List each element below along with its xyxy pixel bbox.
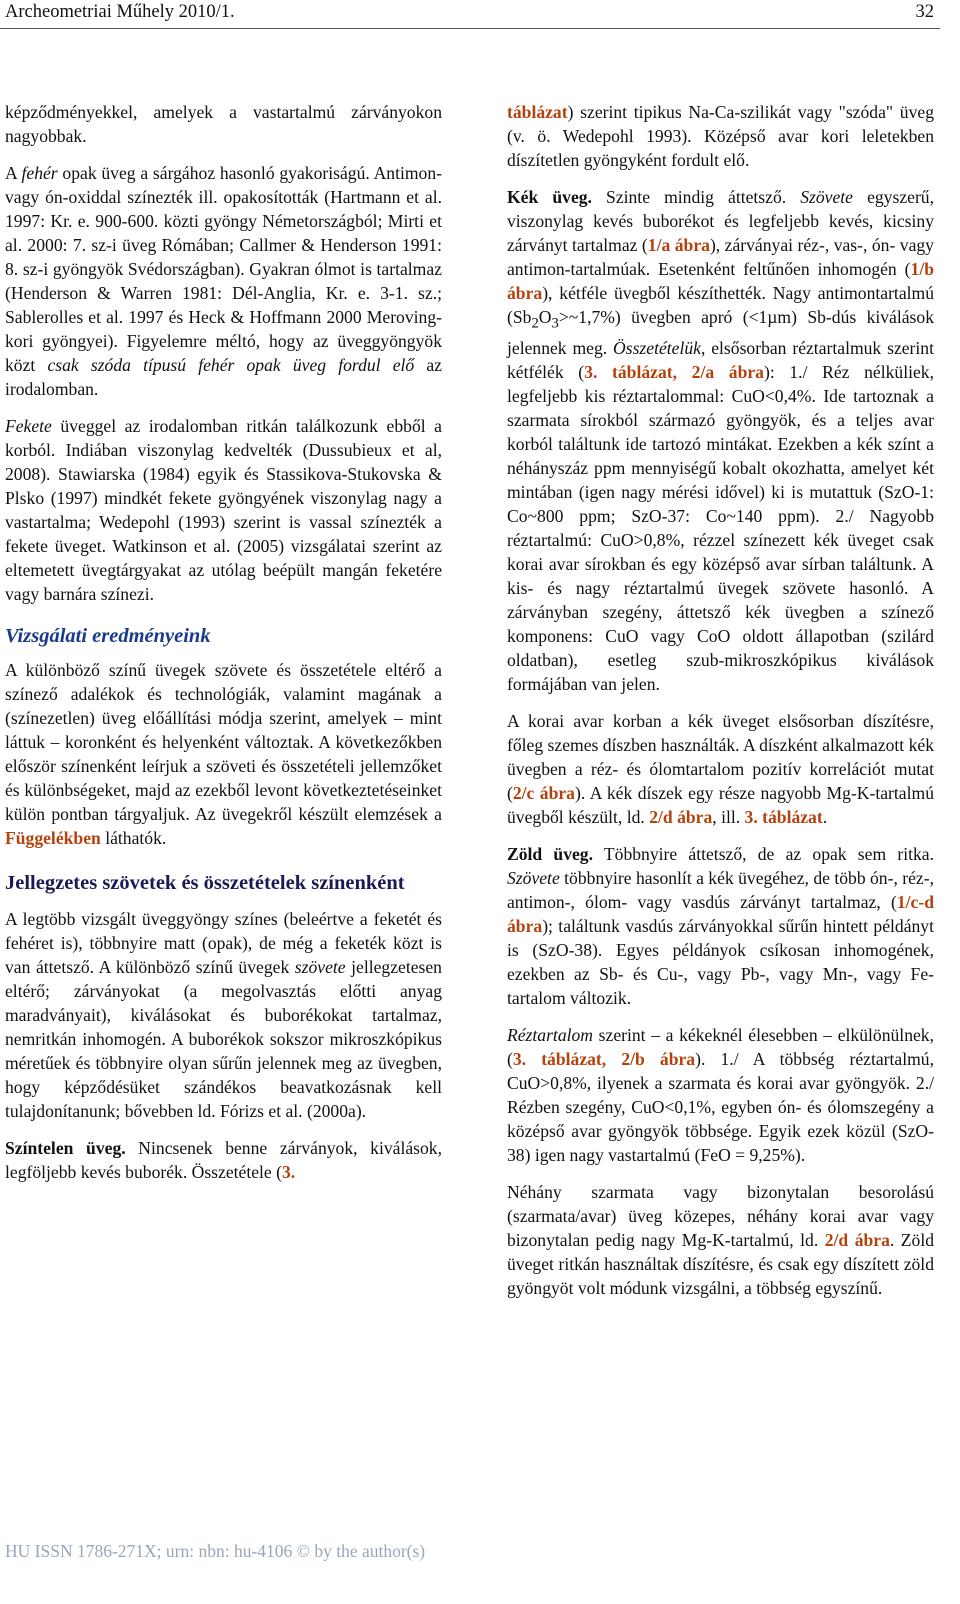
figure-reference[interactable]: 1/c-d ábra bbox=[507, 891, 934, 936]
figure-reference[interactable]: 1/a ábra bbox=[647, 235, 710, 255]
paragraph-blue-glass: Kék üveg. Szinte mindig áttetsző. Szövete egyszerű, viszonylag kevés buborékot és legfeljebb kevés, kicsiny zárványt tartalmaz (1/a ábra), zárványai réz-, vas-, ón- vagy antimon-tartalmúak. Esetenként feltűnően inhomogén (1/b ábra), kétféle üvegből készíthették. Nagy antimontartalmú $(Sb_2O_3>\sim 1,7\%)$ üvegben apró (<1µm) Sb-dús kiválások jelennek meg. Összetételük, elsősorban réztartalmuk szerint kétfélék (3. táblázat, 2/a ábra): 1./ Réz nélküliek, legfeljebb kis réztartalommal: CuO<0,4%. Ide tartoznak a szarmata sírokból származó gyöngyök, és a teljes avar korból találtunk ide tartozó mintákat. Ezekben a kék színt a néhányszáz ppm mennyiségű kobalt okozhatta, amelyet két mintában (igen nagy mérési idővel) ki is mutattuk (SzO-1: Co~800 ppm; SzO-37: Co~140 ppm). 2./ Nagyobb réztartalmú: CuO>0,8%, rézzel színezett kék üveget csak korai avar sírokban és egy középső avar sírban találtunk. A kis- és nagy réztartalmú üvegek szövete hasonló. A zárványban szegény, áttetsző kék üvegben a színező komponens: CuO vagy CoO oldott állapotban (szilárd oldatban), esetleg szub-mikroszkópikus kiválások formájában van jelen. bbox=[507, 187, 934, 694]
journal-title: Archeometriai Műhely 2010/1. bbox=[5, 2, 235, 22]
figure-reference[interactable]: 2/c ábra bbox=[512, 782, 575, 803]
paragraph: A korai avar korban a kék üveget elsősorban díszítésre, főleg szemes díszben használták. A díszként alkalmazott kék üvegben a réz- és ólomtartalom pozitív korrelációt mutat (2/c ábra). A kék díszek egy része nagyobb Mg-K-tartalmú üvegből készült, ld. 2/d ábra, ill. 3. táblázat. bbox=[507, 710, 934, 827]
table-reference[interactable]: táblázat bbox=[507, 102, 568, 122]
page-header bbox=[0, 0, 960, 26]
page-number: 32 bbox=[915, 2, 934, 22]
page-footer: HU ISSN 1786-271X; urn: nbn: hu-4106 © by the author(s) bbox=[5, 1541, 426, 1561]
paragraph-white-glass: A fehér opak üveg a sárgához hasonló gyakoriságú. Antimon- vagy ón-oxiddal színezték ill. opakosították (Hartmann et al. 1997: Kr. e. 900-600. közti gyöngy Németországból; Mirti et al. 2000: 7. sz-i üveg Rómában; Callmer & Henderson 1991: 8. sz-i gyöngyök Svédországban). Gyakran ólmot is tartalmaz (Henderson & Warren 1981: Dél-Anglia, Kr. e. 3-1. sz.; Sablerolles et al. 1997 és Heck & Hoffmann 2000 Meroving-kori gyöngyei). Figyelemre méltó, hogy az üveggyöngyök közt csak szóda típusú fehér opak üveg fordul elő az irodalomban. bbox=[5, 163, 442, 399]
paragraph: Réztartalom szerint – a kékeknél élesebben – elkülönülnek, (3. táblázat, 2/b ábra). 1./ A többség réztartalmú, CuO>0,8%, ilyenek a szarmata és korai avar gyöngyök. 2./ Rézben szegény, CuO<0,1%, egyben ón- és ólomszegény a középső avar gyöngyök többsége. Egyik ezek közül (SzO-38) igen nagy vastartalmú (FeO = 9,25%). bbox=[507, 1024, 934, 1165]
paragraph: képződményekkel, amelyek a vastartalmú zárványokon nagyobbak. bbox=[5, 102, 442, 146]
table-figure-reference[interactable]: 3. táblázat, 2/a ábra bbox=[584, 361, 764, 382]
section-heading-results: Vizsgálati eredményeink bbox=[5, 625, 211, 647]
table-figure-reference[interactable]: 3. táblázat, 2/b ábra bbox=[512, 1048, 696, 1069]
paragraph: A különböző színű üvegek szövete és összetétele eltérő a színező adalékok és technológiák, valamint magának a (színezetlen) üveg előállítási módja szerint, amelyek – mint láttuk – koronként és helyenként változtak. A következőkben először színenként leírjuk a szöveti és összetételi jellemzőket és különbségeket, majd az ezekből levont következtetéseinket külön pontban tárgyaljuk. Az üvegekről készült elemzések a Függelékben láthatók. bbox=[5, 660, 442, 848]
header-rule bbox=[0, 28, 940, 29]
section-heading-textures: Jellegzetes szövetek és összetételek színenként bbox=[5, 872, 405, 894]
left-column bbox=[5, 100, 442, 1197]
table-reference[interactable]: 3. táblázat bbox=[744, 806, 823, 827]
paragraph: táblázat) szerint tipikus Na-Ca-szilikát vagy "szóda" üveg (v. ö. Wedepohl 1993). Középső avar kori leletekben díszítetlen gyöngyként fordult elő. bbox=[507, 102, 934, 170]
paragraph-green-glass: Zöld üveg. Többnyire áttetsző, de az opak sem ritka. Szövete többnyire hasonlít a kék üvegéhez, de több ón-, réz-, antimon-, ólom- vagy vasdús zárványt tartalmaz, (1/c-d ábra); találtunk vasdús zárványokkal sűrűn hintett példányt is (SzO-38). Egyes példányok csíkosan inhomogének, ezekben az Sb- és Cu-, vagy Pb-, vagy Mn-, vagy Fe-tartalom változik. bbox=[507, 843, 934, 1008]
right-column bbox=[507, 100, 934, 1313]
paragraph: Néhány szarmata vagy bizonytalan besorolású (szarmata/avar) üveg közepes, néhány korai avar vagy bizonytalan pedig nagy Mg-K-tartalmú, ld. 2/d ábra. Zöld üveget ritkán használtak díszítésre, és csak egy díszített zöld gyöngyöt volt módunk vizsgálni, a többség egyszínű. bbox=[507, 1181, 934, 1298]
paragraph: A legtöbb vizsgált üveggyöngy színes (beleértve a feketét és fehéret is), többnyire matt (opak), de még a feketék közt is van áttetsző. A különböző színű üvegek szövete jellegzetesen eltérő; zárványokat (a megolvasztás előtti anyag maradványait), kiválásokat és buborékokat tartalmaz, nemritkán inhomogén. A buborékok sokszor mikroszkópikus méretűek és többnyire olyan sűrűn jelennek meg az üvegben, hogy képződésüket szándékos beavatkozásnak kell tulajdonítanunk; bővebben ld. Fórizs et al. (2000a). bbox=[5, 909, 442, 1121]
appendix-reference[interactable]: Függelékben bbox=[5, 828, 101, 848]
figure-reference[interactable]: 2/d ábra bbox=[649, 806, 713, 827]
figure-reference[interactable]: 1/b ábra bbox=[507, 259, 934, 303]
paragraph-colorless-glass: Színtelen üveg. Nincsenek benne zárványok, kiválások, legföljebb kevés buborék. Összetétele (3. bbox=[5, 1138, 442, 1182]
table-reference[interactable]: 3. bbox=[282, 1162, 296, 1182]
figure-reference[interactable]: 2/d ábra bbox=[824, 1229, 890, 1250]
paragraph-black-glass: Fekete üveggel az irodalomban ritkán találkozunk ebből a korból. Indiában viszonylag kedvelték (Dussubieux et al, 2008). Stawiarska (1984) egyik és Stassikova-Stukovska & Plsko (1997) mindkét fekete gyöngyének viszonylag nagy a vastartalma; Wedepohl (1993) szerint is vassal színezték a fekete üveget. Watkinson et al. (2005) vizsgálatai szerint az eltemetett üvegtárgyakat az utólag beépült mangán feketére vagy barnára színezi. bbox=[5, 416, 442, 604]
